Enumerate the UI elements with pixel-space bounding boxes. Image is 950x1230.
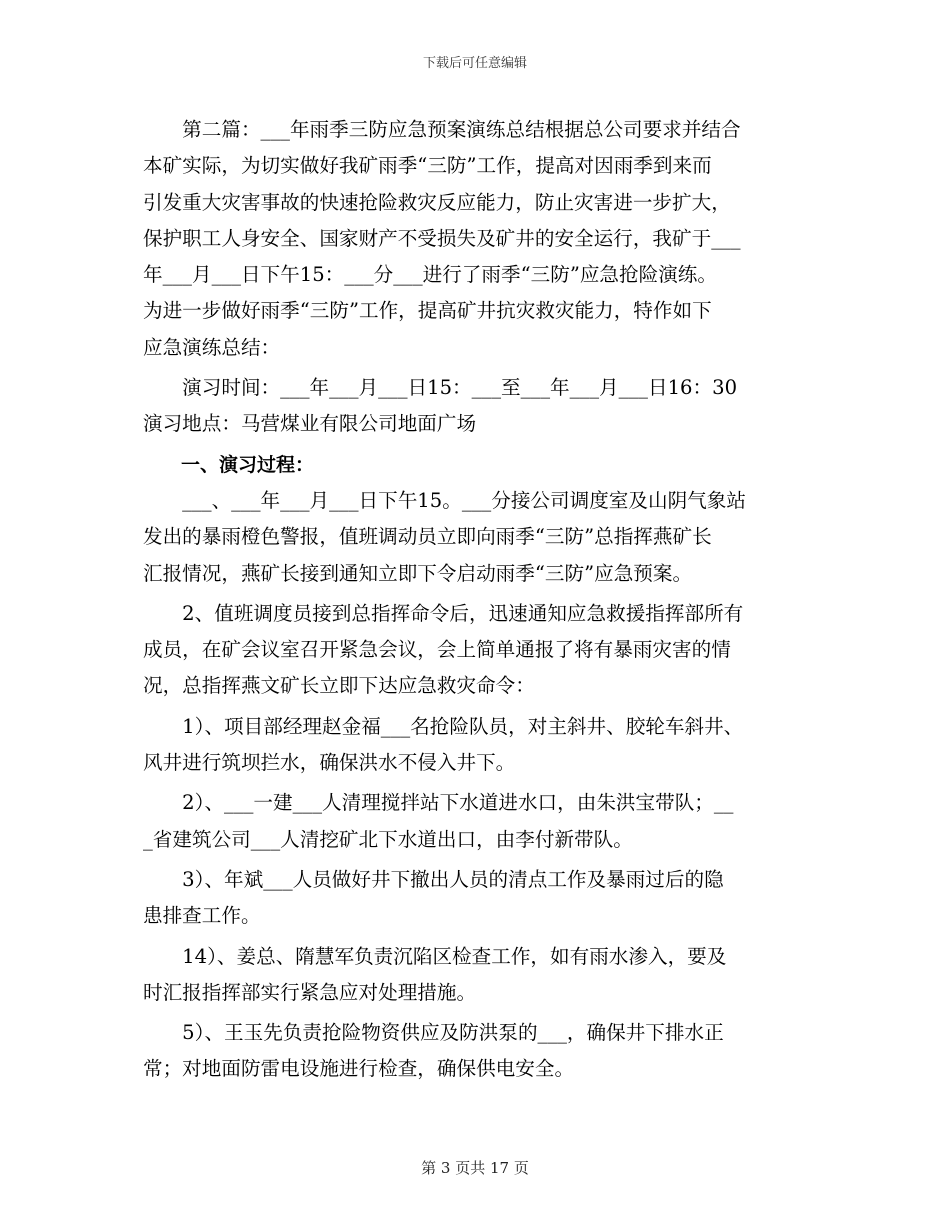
- text-line: 1）、项目部经理赵金福___名抢险队员，对主斜井、胶轮车斜井、: [143, 714, 744, 738]
- text-line: 应急演练总结：: [143, 335, 281, 359]
- text-line: 引发重大灾害事故的快速抢险救灾反应能力，防止灾害进一步扩大，: [143, 190, 731, 214]
- text-line: 本矿实际，为切实做好我矿雨季“三防”工作，提高对因雨季到来而: [143, 154, 712, 178]
- text-line: 为进一步做好雨季“三防”工作，提高矿井抗灾救灾能力，特作如下: [143, 299, 712, 323]
- text-line: 常；对地面防雷电设施进行检查，确保供电安全。: [143, 1057, 575, 1081]
- text-line: 5）、王玉先负责抢险物资供应及防洪泵的___，确保井下排水正: [143, 1021, 724, 1045]
- text-line: 演习地点：马营煤业有限公司地面广场: [143, 412, 477, 436]
- text-line: 14）、姜总、隋慧军负责沉陷区检查工作，如有雨水渗入，要及: [143, 944, 727, 968]
- section-heading: 一、演习过程：: [143, 453, 315, 476]
- text-line: 年___月___日下午15：___分___进行了雨季“三防”应急抢险演练。: [143, 263, 717, 287]
- text-line: 第二篇：___年雨季三防应急预案演练总结根据总公司要求并结合: [143, 118, 741, 141]
- text-line: ___、___年___月___日下午15。___分接公司调度室及山阴气象站: [143, 488, 746, 512]
- text-line: 患排查工作。: [143, 904, 261, 928]
- text-line: 成员，在矿会议室召开紧急会议，会上简单通报了将有暴雨灾害的情: [143, 638, 731, 662]
- text-line: 演习时间：___年___月___日15：___至___年___月___日16：30: [143, 376, 738, 400]
- text-line: 风井进行筑坝拦水，确保洪水不侵入井下。: [143, 751, 516, 775]
- text-line: 时汇报指挥部实行紧急应对处理措施。: [143, 980, 477, 1004]
- text-line: 2）、___一建___人清理搅拌站下水道进水口，由朱洪宝带队；__: [143, 791, 734, 815]
- text-line: 保护职工人身安全、国家财产不受损失及矿井的安全运行，我矿于___: [143, 226, 741, 250]
- page-footer: 第 3 页共 17 页: [421, 1159, 529, 1177]
- page-header: 下载后可任意编辑: [422, 56, 527, 71]
- text-line: 况，总指挥燕文矿长立即下达应急救灾命令：: [143, 674, 535, 698]
- text-line: 发出的暴雨橙色警报，值班调动员立即向雨季“三防”总指挥燕矿长: [143, 525, 712, 549]
- document-body: [143, 112, 808, 1088]
- text-line: 汇报情况，燕矿长接到通知立即下令启动雨季“三防”应急预案。: [143, 561, 693, 585]
- text-line: 3）、年斌___人员做好井下撤出人员的清点工作及暴雨过后的隐: [143, 867, 724, 891]
- text-line: _省建筑公司___人清挖矿北下水道出口，由李付新带队。: [143, 827, 633, 851]
- text-line: 2、值班调度员接到总指挥命令后，迅速通知应急救援指挥部所有: [143, 601, 744, 625]
